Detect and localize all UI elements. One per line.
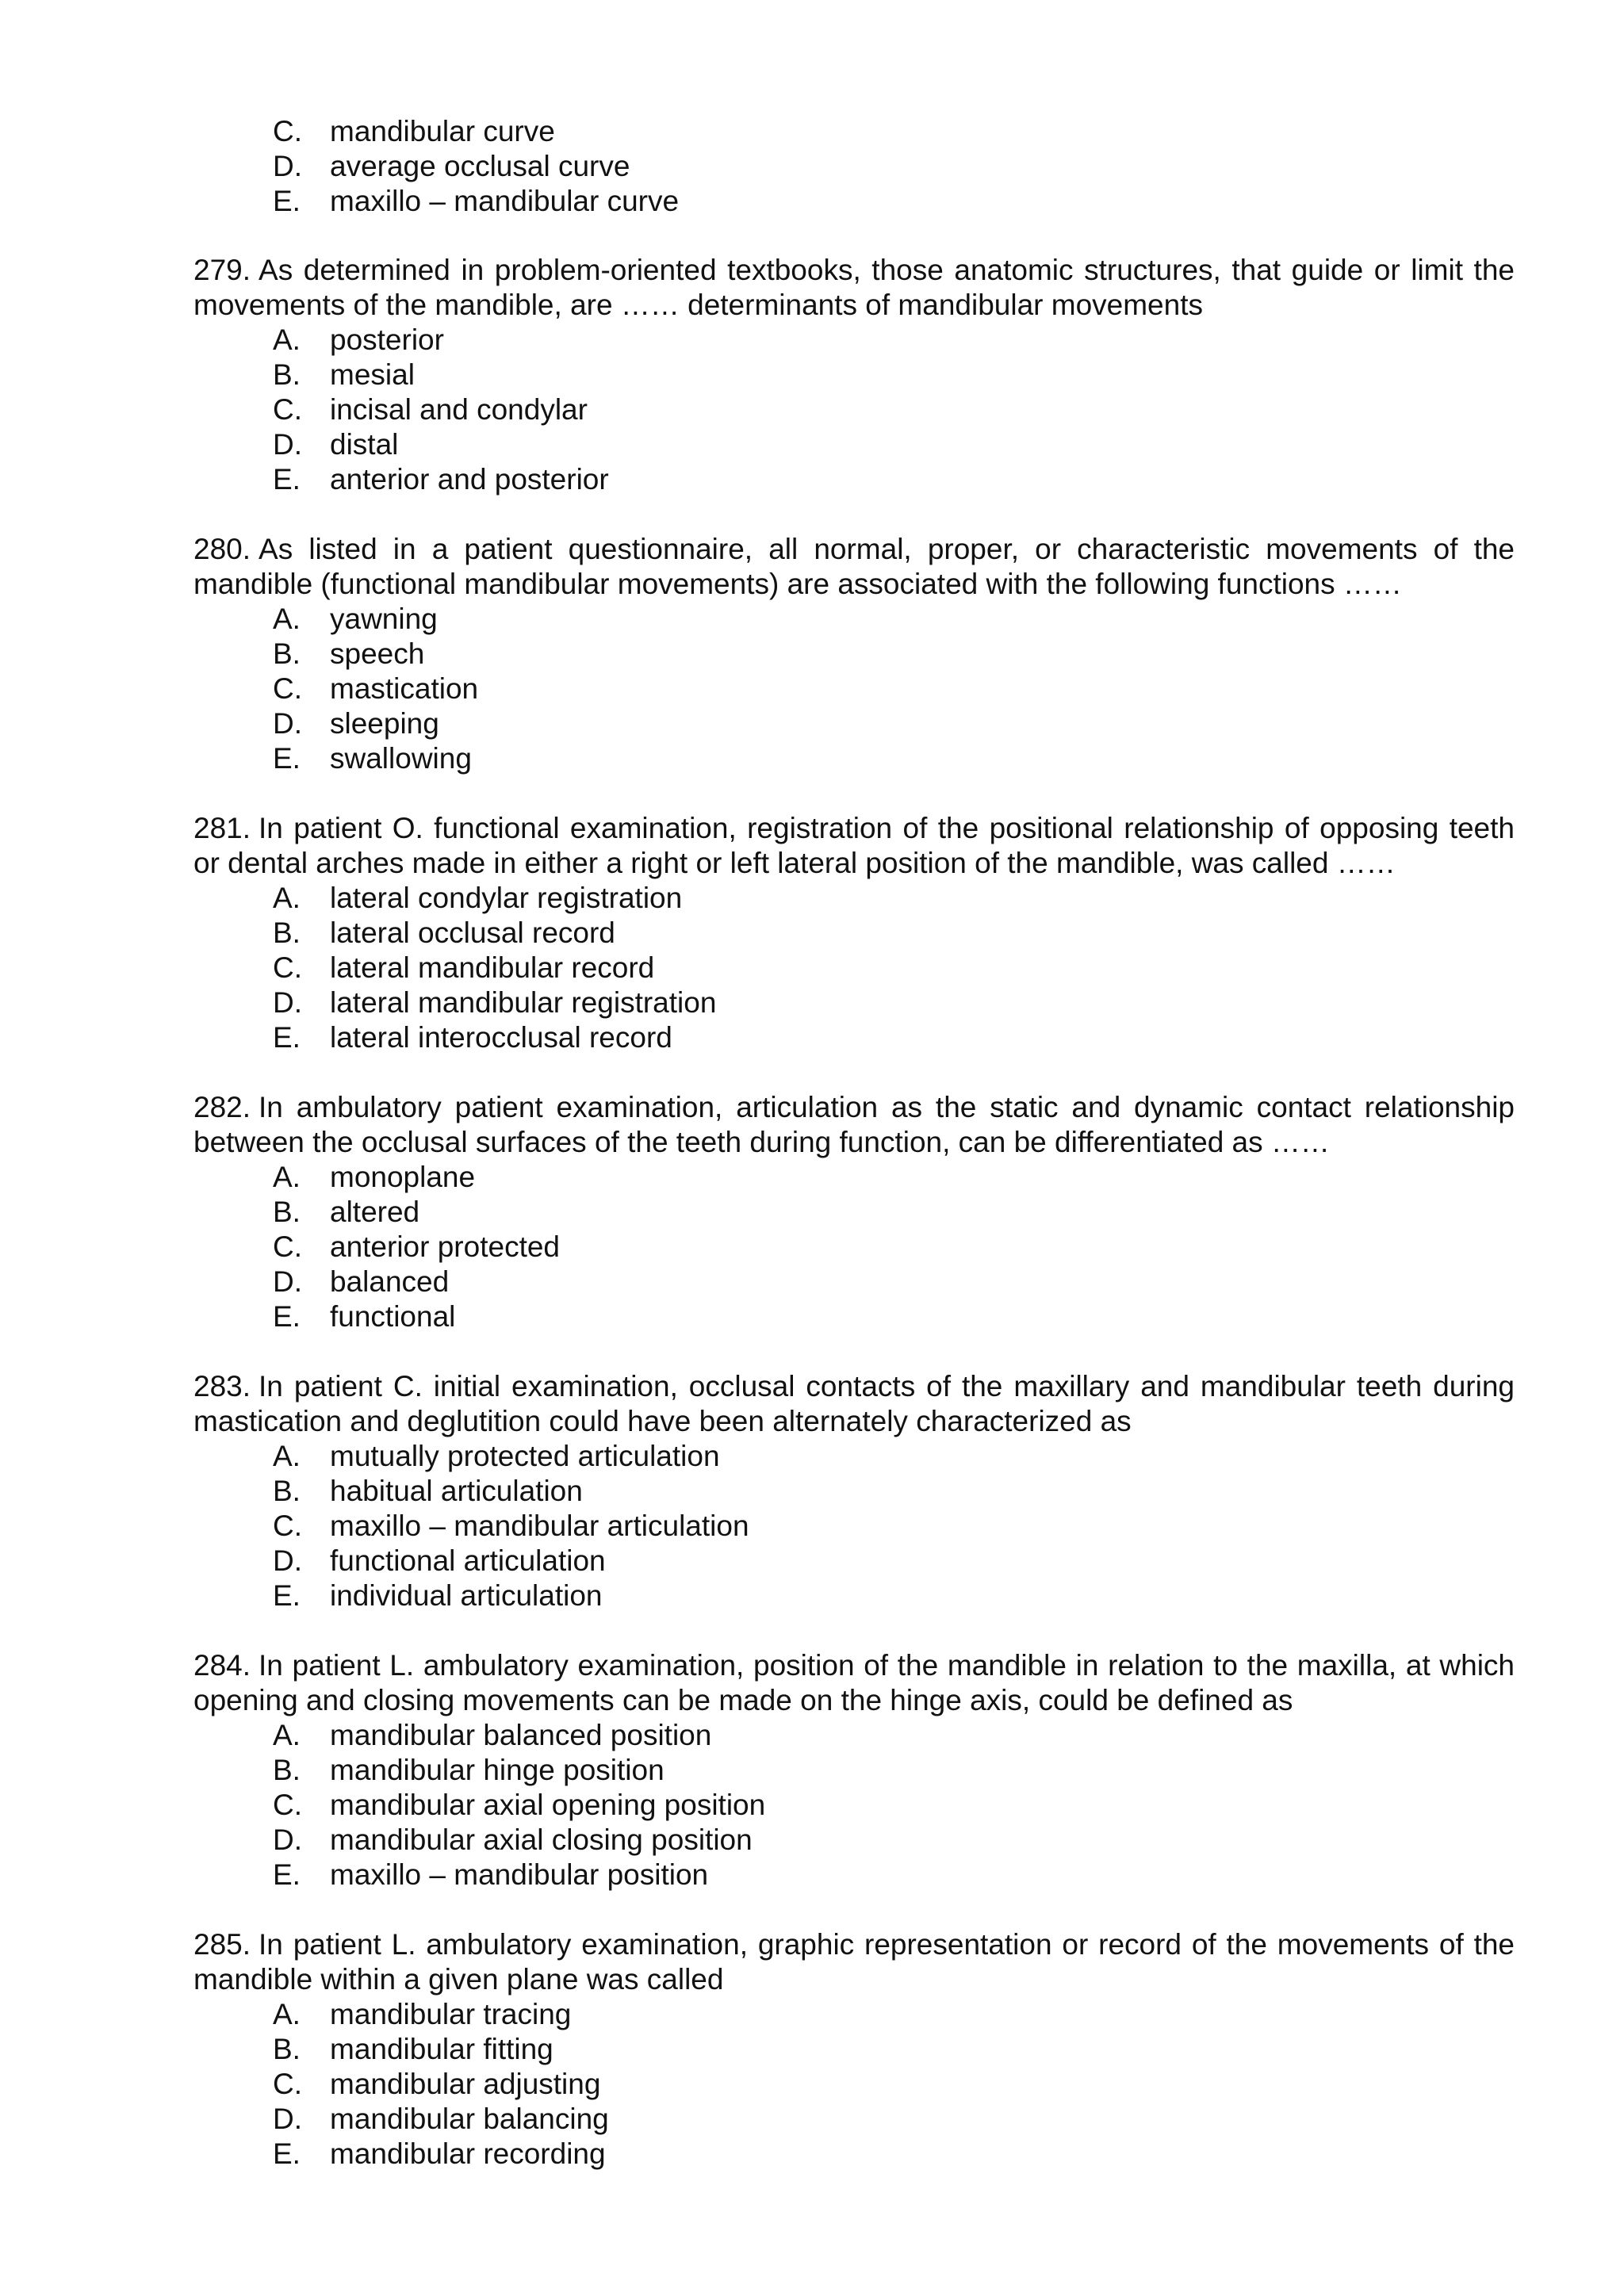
option-letter: D. (273, 428, 302, 461)
answer-options (193, 881, 1515, 1055)
option-text: mastication (330, 672, 479, 705)
option-a (193, 1718, 1515, 1753)
question-number: 284. (193, 1649, 251, 1682)
option-letter: C. (273, 672, 302, 705)
option-item (0, 184, 1624, 219)
option-letter: C. (273, 951, 302, 984)
option-letter: D. (273, 986, 302, 1019)
option-e (193, 1858, 1515, 1892)
option-text: habitual articulation (330, 1475, 583, 1507)
question-text: As determined in problem-oriented textbooks, those anatomic structures, that guide or limit the movements of the mandible, are …… determinants of mandibular movements (193, 254, 1515, 321)
option-letter: E. (273, 742, 301, 775)
option-text: mandibular axial closing position (330, 1823, 753, 1856)
option-letter: D. (273, 1823, 302, 1856)
answer-options (193, 602, 1515, 776)
option-letter: B. (273, 637, 301, 670)
option-a (193, 602, 1515, 637)
option-e (193, 741, 1515, 776)
option-b (193, 916, 1515, 951)
question-text: In patient C. initial examination, occlusal contacts of the maxillary and mandibular teeth during mastication and deglutition could have been alternately characterized as (193, 1370, 1515, 1437)
option-text: anterior protected (330, 1230, 561, 1263)
option-e (193, 2137, 1515, 2172)
option-a (193, 1160, 1515, 1195)
question-number: 283. (193, 1370, 251, 1402)
option-c (193, 1509, 1515, 1544)
option-a (193, 1997, 1515, 2032)
option-e (193, 1299, 1515, 1334)
option-text: altered (330, 1196, 420, 1228)
option-text: lateral condylar registration (330, 882, 683, 914)
option-text: mandibular balanced position (330, 1719, 712, 1751)
answer-options (193, 323, 1515, 497)
question-stem (193, 811, 1515, 881)
option-text: incisal and condylar (330, 393, 588, 426)
option-letter: B. (273, 2033, 301, 2065)
option-e (193, 1578, 1515, 1613)
option-e (193, 1020, 1515, 1055)
option-letter: A. (273, 882, 301, 914)
option-e (193, 462, 1515, 497)
question-stem (193, 1648, 1515, 1718)
option-letter: D. (273, 707, 302, 740)
option-text: mandibular recording (330, 2137, 606, 2170)
question-number: 282. (193, 1091, 251, 1123)
option-text: mandibular adjusting (330, 2068, 601, 2100)
option-letter: B. (273, 358, 301, 391)
option-letter: E. (273, 463, 301, 496)
option-c (193, 392, 1515, 427)
option-letter: C. (273, 2068, 302, 2100)
option-text: lateral mandibular record (330, 951, 655, 984)
option-letter: E. (273, 1858, 301, 1891)
question-stem (193, 1090, 1515, 1160)
option-text: mesial (330, 358, 415, 391)
option-text: lateral occlusal record (330, 916, 615, 949)
continued-options (0, 114, 1624, 219)
option-b (193, 1753, 1515, 1788)
option-text: distal (330, 428, 399, 461)
option-b (193, 637, 1515, 672)
option-a (193, 881, 1515, 916)
option-letter: C. (273, 1230, 302, 1263)
option-letter: A. (273, 323, 301, 356)
option-letter: C. (273, 1510, 302, 1542)
question-stem (193, 532, 1515, 602)
option-letter: B. (273, 1196, 301, 1228)
option-text: mandibular hinge position (330, 1754, 665, 1786)
question-number: 279. (193, 254, 251, 286)
question-279 (193, 253, 1515, 497)
question-285 (193, 1927, 1515, 2172)
option-d (193, 1823, 1515, 1858)
option-letter: C. (273, 1789, 302, 1821)
option-text: swallowing (330, 742, 472, 775)
question-stem (193, 1927, 1515, 1997)
option-letter: B. (273, 1754, 301, 1786)
option-letter: E. (273, 185, 301, 217)
question-284 (193, 1648, 1515, 1892)
option-c (193, 672, 1515, 706)
option-letter: A. (273, 1998, 301, 2030)
option-letter: D. (273, 150, 302, 182)
option-a (193, 1439, 1515, 1474)
question-281 (193, 811, 1515, 1055)
option-letter: D. (273, 1265, 302, 1298)
option-letter: A. (273, 1161, 301, 1193)
option-text: functional articulation (330, 1544, 606, 1577)
question-text: In ambulatory patient examination, articulation as the static and dynamic contact relationship between the occlusal surfaces of the teeth during function, can be differentiated as …… (193, 1091, 1515, 1158)
option-text: monoplane (330, 1161, 476, 1193)
option-letter: E. (273, 1021, 301, 1054)
option-text: mandibular curve (330, 115, 555, 147)
question-number: 281. (193, 812, 251, 844)
option-letter: C. (273, 393, 302, 426)
question-text: In patient L. ambulatory examination, position of the mandible in relation to the maxilla, at which opening and closing movements can be made on the hinge axis, could be defined as (193, 1649, 1515, 1716)
option-text: posterior (330, 323, 444, 356)
option-text: speech (330, 637, 425, 670)
question-283 (193, 1369, 1515, 1613)
question-280 (193, 532, 1515, 776)
option-letter: E. (273, 1579, 301, 1612)
option-text: maxillo – mandibular position (330, 1858, 709, 1891)
option-text: mandibular fitting (330, 2033, 553, 2065)
option-b (193, 1474, 1515, 1509)
option-text: mandibular tracing (330, 1998, 572, 2030)
answer-options (193, 1439, 1515, 1613)
option-d (193, 427, 1515, 462)
option-letter: A. (273, 1440, 301, 1472)
option-letter: D. (273, 1544, 302, 1577)
option-c (193, 1788, 1515, 1823)
option-letter: E. (273, 1300, 301, 1333)
question-number: 280. (193, 533, 251, 565)
option-letter: D. (273, 2103, 302, 2135)
option-text: maxillo – mandibular articulation (330, 1510, 749, 1542)
question-number: 285. (193, 1928, 251, 1961)
option-item (0, 114, 1624, 149)
option-c (193, 1230, 1515, 1265)
option-text: individual articulation (330, 1579, 603, 1612)
option-d (193, 985, 1515, 1020)
option-item (0, 149, 1624, 184)
option-text: yawning (330, 603, 438, 635)
option-letter: A. (273, 603, 301, 635)
option-b (193, 2032, 1515, 2067)
question-stem (193, 1369, 1515, 1439)
question-282 (193, 1090, 1515, 1334)
question-text: In patient O. functional examination, registration of the positional relationship of opposing teeth or dental arches made in either a right or left lateral position of the mandible, was called …… (193, 812, 1515, 879)
answer-options (193, 1997, 1515, 2172)
answer-options (193, 1718, 1515, 1892)
option-letter: C. (273, 115, 302, 147)
option-d (193, 1544, 1515, 1578)
option-letter: B. (273, 1475, 301, 1507)
option-text: sleeping (330, 707, 439, 740)
option-letter: E. (273, 2137, 301, 2170)
option-d (193, 1265, 1515, 1299)
option-b (193, 358, 1515, 392)
option-text: maxillo – mandibular curve (330, 185, 680, 217)
option-text: balanced (330, 1265, 450, 1298)
option-d (193, 706, 1515, 741)
option-letter: B. (273, 916, 301, 949)
option-text: mutually protected articulation (330, 1440, 720, 1472)
option-text: functional (330, 1300, 456, 1333)
question-text: In patient L. ambulatory examination, graphic representation or record of the movements of the mandible within a given plane was called (193, 1928, 1515, 1996)
option-text: mandibular balancing (330, 2103, 609, 2135)
question-stem (193, 253, 1515, 323)
option-text: mandibular axial opening position (330, 1789, 766, 1821)
option-text: anterior and posterior (330, 463, 609, 496)
option-a (193, 323, 1515, 358)
option-d (193, 2102, 1515, 2137)
option-letter: A. (273, 1719, 301, 1751)
option-c (193, 2067, 1515, 2102)
option-c (193, 951, 1515, 985)
answer-options (193, 1160, 1515, 1334)
question-text: As listed in a patient questionnaire, all normal, proper, or characteristic movements of the mandible (functional mandibular movements) are associated with the following functions …… (193, 533, 1515, 600)
question-list (193, 253, 1515, 2206)
option-text: lateral mandibular registration (330, 986, 717, 1019)
option-text: average occlusal curve (330, 150, 630, 182)
option-b (193, 1195, 1515, 1230)
option-text: lateral interocclusal record (330, 1021, 672, 1054)
